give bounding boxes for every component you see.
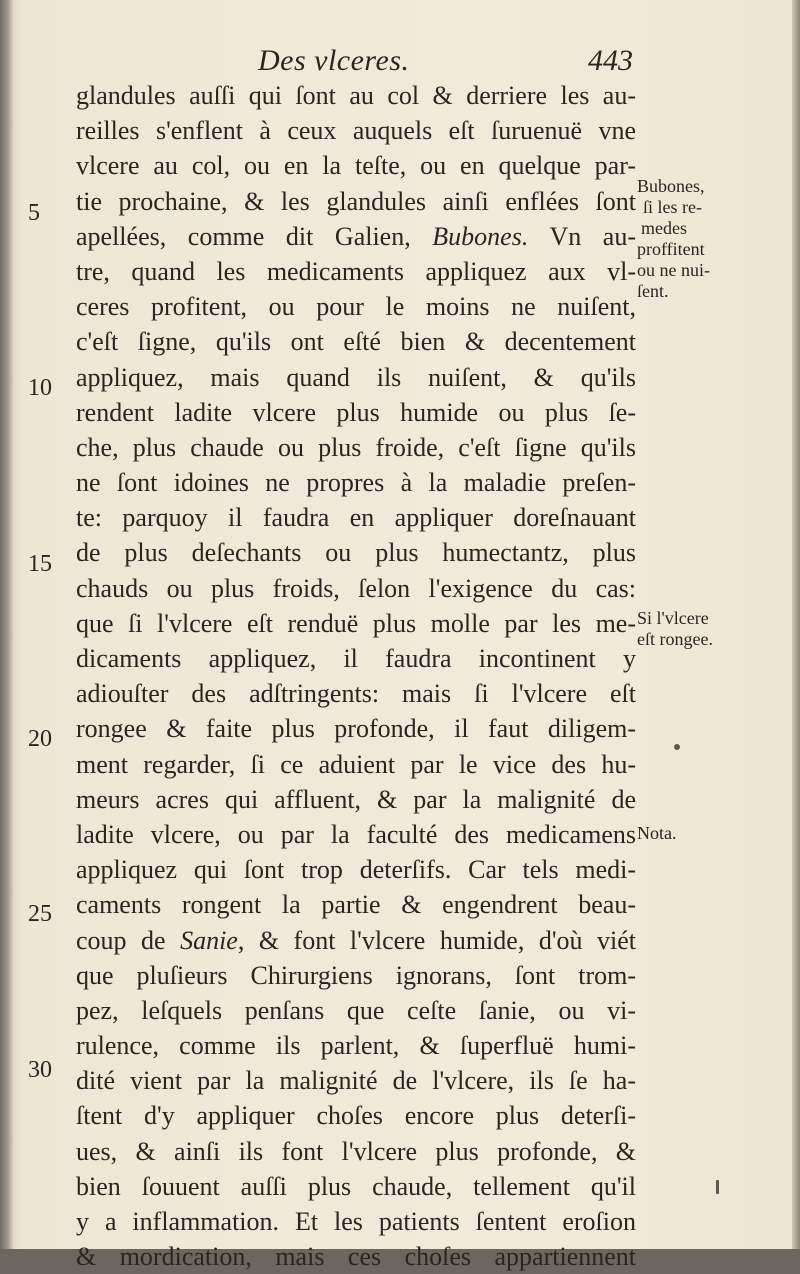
text-span: apellées, comme dit Galien, xyxy=(76,221,433,251)
text-line: chauds ou plus froids, ſelon l'exigence du cas: xyxy=(76,573,636,603)
line-number: 10 xyxy=(28,375,52,401)
marginal-note-line: Nota. xyxy=(637,823,677,843)
book-gutter xyxy=(0,0,14,1249)
text-line: dité vient par la malignité de l'vlcere, ils ſe ha- xyxy=(76,1066,636,1096)
marginal-note-line: Bubones, xyxy=(637,176,705,196)
text-line: ment regarder, ſi ce aduient par le vice des hu- xyxy=(76,749,636,779)
text-span: , & font l'vlcere humide, d'où viét xyxy=(237,925,636,955)
marginal-note-line: proffitent xyxy=(637,239,705,259)
text-line: ladite vlcere, ou par la faculté des medicamens xyxy=(76,819,636,849)
marginal-note-nota xyxy=(637,823,677,844)
running-title: Des vlceres. xyxy=(258,44,410,77)
text-line: ues, & ainſi ils font l'vlcere plus profonde, & xyxy=(76,1136,636,1166)
text-line: appliquez qui ſont trop deterſifs. Car tels medi- xyxy=(76,855,636,885)
line-number: 15 xyxy=(28,551,52,577)
text-line: caments rongent la partie & engendrent beau- xyxy=(76,890,636,920)
text-line: vlcere au col, ou en la teſte, ou en quelque par- xyxy=(76,151,636,181)
text-line xyxy=(76,219,636,254)
italic-term-sanie: Sanie xyxy=(180,925,238,955)
text-line: ne ſont idoines ne propres à la maladie preſen- xyxy=(76,468,636,498)
text-line: y a inflammation. Et les patients ſentent eroſion xyxy=(76,1207,636,1236)
marginal-note-rongee xyxy=(637,608,713,650)
text-line: pez, leſquels penſans que ceſte ſanie, ou vi- xyxy=(76,995,636,1025)
text-line: reilles s'enflent à ceux auquels eſt ſuruenuë vne xyxy=(76,116,636,146)
text-line: & mordication, mais ces choſes appartiennent xyxy=(76,1242,636,1272)
text-line: te: parquoy il faudra en appliquer doreſnauant xyxy=(76,503,636,533)
text-line: tie prochaine, & les glandules ainſi enflées ſont xyxy=(76,186,636,216)
text-line: rongee & faite plus profonde, il faut diligem- xyxy=(76,714,636,744)
marginal-note-line: ſent. xyxy=(637,281,669,301)
text-line: c'eſt ſigne, qu'ils ont eſté bien & decentement xyxy=(76,327,636,357)
text-line xyxy=(76,923,636,958)
text-line: bien ſouuent auſſi plus chaude, tellement qu'il xyxy=(76,1171,636,1201)
marginal-note-bubones xyxy=(637,176,710,302)
text-line: appliquez, mais quand ils nuiſent, & qu'ils xyxy=(76,362,636,392)
text-line: dicaments appliquez, il faudra incontinent y xyxy=(76,644,636,673)
text-line: de plus deſechants ou plus humectantz, plus xyxy=(76,538,636,568)
ink-spot xyxy=(716,1180,719,1194)
main-text-block xyxy=(76,78,636,1274)
text-line: que ſi l'vlcere eſt renduë plus molle par les me- xyxy=(76,608,636,638)
text-line: que pluſieurs Chirurgiens ignorans, ſont trom- xyxy=(76,960,636,990)
italic-term-bubones: Bubones. xyxy=(432,221,529,251)
marginal-note-line: eſt rongee. xyxy=(637,629,713,649)
text-span: Vn au- xyxy=(528,221,636,251)
line-number: 5 xyxy=(28,200,40,226)
text-line: glandules auſſi qui ſont au col & derriere les au- xyxy=(76,81,636,110)
text-line: meurs acres qui affluent, & par la malignité de xyxy=(76,784,636,814)
line-number: 20 xyxy=(28,726,52,752)
text-line: che, plus chaude ou plus froide, c'eſt ſigne qu'ils xyxy=(76,432,636,462)
text-line: ceres profitent, ou pour le moins ne nuiſent, xyxy=(76,292,636,322)
ink-spot xyxy=(674,744,680,750)
line-number: 30 xyxy=(28,1057,52,1083)
text-line: ſtent d'y appliquer choſes encore plus deterſi- xyxy=(76,1101,636,1131)
text-line: tre, quand les medicaments appliquez aux vl- xyxy=(76,256,636,286)
line-number: 25 xyxy=(28,901,52,927)
page-number: 443 xyxy=(588,44,633,77)
text-line: rulence, comme ils parlent, & ſuperfluë humi- xyxy=(76,1031,636,1061)
marginal-note-line: ſi les re- xyxy=(643,197,702,217)
text-span: coup de xyxy=(76,925,181,955)
marginal-note-line: Si l'vlcere xyxy=(637,608,709,628)
marginal-note-line: medes xyxy=(641,218,687,238)
text-line: rendent ladite vlcere plus humide ou plus ſe- xyxy=(76,397,636,427)
marginal-note-line: ou ne nui- xyxy=(637,260,710,280)
text-line: adiouſter des adſtringents: mais ſi l'vlcere eſt xyxy=(76,679,636,709)
